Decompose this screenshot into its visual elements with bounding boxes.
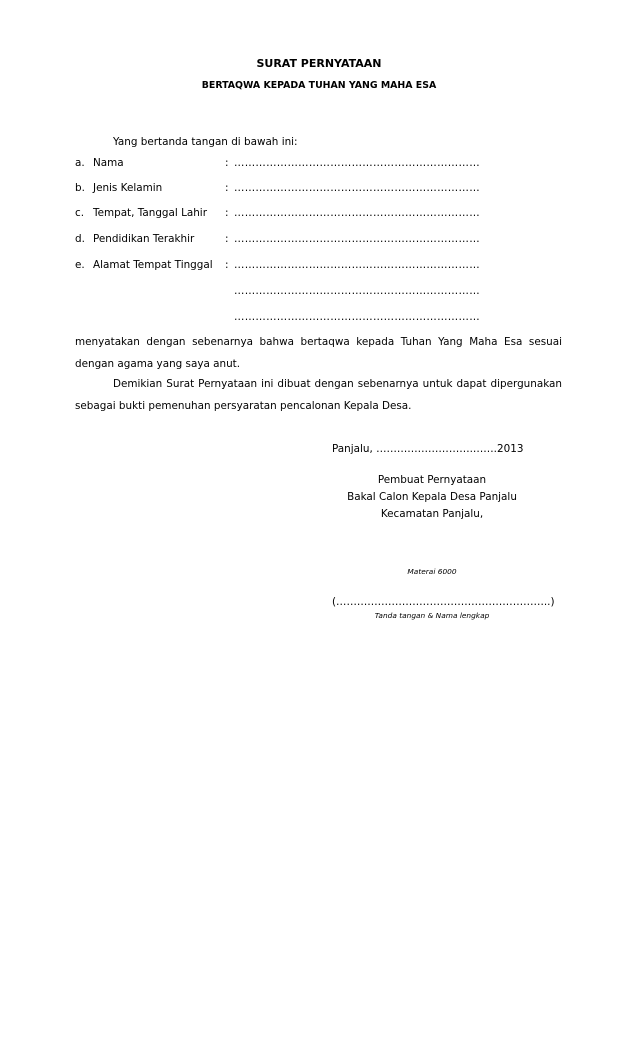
document-subtitle: BERTAQWA KEPADA TUHAN YANG MAHA ESA xyxy=(201,80,437,91)
field-dotted-line: …………………………………………………………… xyxy=(234,182,480,194)
signature-caption: Tanda tangan & Nama lengkap xyxy=(374,611,490,620)
signer-district: Kecamatan Panjalu, xyxy=(380,508,484,520)
statement-paragraph: menyatakan dengan sebenarnya bahwa bertaqwa kepada Tuhan Yang Maha Esa sesuai dengan agama yang saya anut. xyxy=(75,336,562,370)
place-date: Panjalu, ……………………….…….2013 xyxy=(332,443,524,455)
stamp-label: Materai 6000 xyxy=(407,567,457,576)
field-row-pendidikan-terakhir xyxy=(75,233,575,249)
field-colon: : xyxy=(225,207,229,219)
field-colon: : xyxy=(225,233,229,245)
field-row-nama xyxy=(75,157,575,173)
document-title: SURAT PERNYATAAN xyxy=(256,57,382,70)
signer-role: Pembuat Pernyataan xyxy=(377,474,487,486)
field-letter: e. xyxy=(75,259,85,271)
field-label: Pendidikan Terakhir xyxy=(93,233,195,245)
field-letter: a. xyxy=(75,157,85,169)
signature-name-line: (……………………………………………………..) xyxy=(332,596,555,608)
field-label: Tempat, Tanggal Lahir xyxy=(93,207,207,219)
field-colon: : xyxy=(225,182,229,194)
field-row-jenis-kelamin xyxy=(75,182,575,198)
field-label: Alamat Tempat Tinggal xyxy=(93,259,213,271)
intro-text: Yang bertanda tangan di bawah ini: xyxy=(113,136,298,148)
field-colon: : xyxy=(225,157,229,169)
field-colon: : xyxy=(225,259,229,271)
field-letter: b. xyxy=(75,182,85,194)
field-row-tempat-tanggal-lahir xyxy=(75,207,575,223)
field-label: Jenis Kelamin xyxy=(93,182,163,194)
field-dotted-line: …………………………………………………………… xyxy=(234,207,480,219)
field-row-alamat-continued xyxy=(75,311,575,327)
field-dotted-line: …………………………………………………………… xyxy=(234,157,480,169)
field-dotted-line: …………………………………………………………… xyxy=(234,233,480,245)
field-row-alamat xyxy=(75,259,575,275)
field-dotted-line: …………………………………………………………… xyxy=(234,311,480,323)
field-letter: c. xyxy=(75,207,85,219)
field-dotted-line: …………………………………………………………… xyxy=(234,259,480,271)
field-letter: d. xyxy=(75,233,85,245)
field-dotted-line: …………………………………………………………… xyxy=(234,285,480,297)
field-row-alamat-continued xyxy=(75,285,575,301)
closing-text: Demikian Surat Pernyataan ini dibuat dengan sebenarnya untuk dapat dipergunakan sebagai bukti pemenuhan persyaratan pencalonan Kepala Desa. xyxy=(75,378,562,412)
closing-paragraph xyxy=(75,373,562,417)
field-label: Nama xyxy=(93,157,124,169)
signer-position: Bakal Calon Kepala Desa Panjalu xyxy=(347,491,517,503)
